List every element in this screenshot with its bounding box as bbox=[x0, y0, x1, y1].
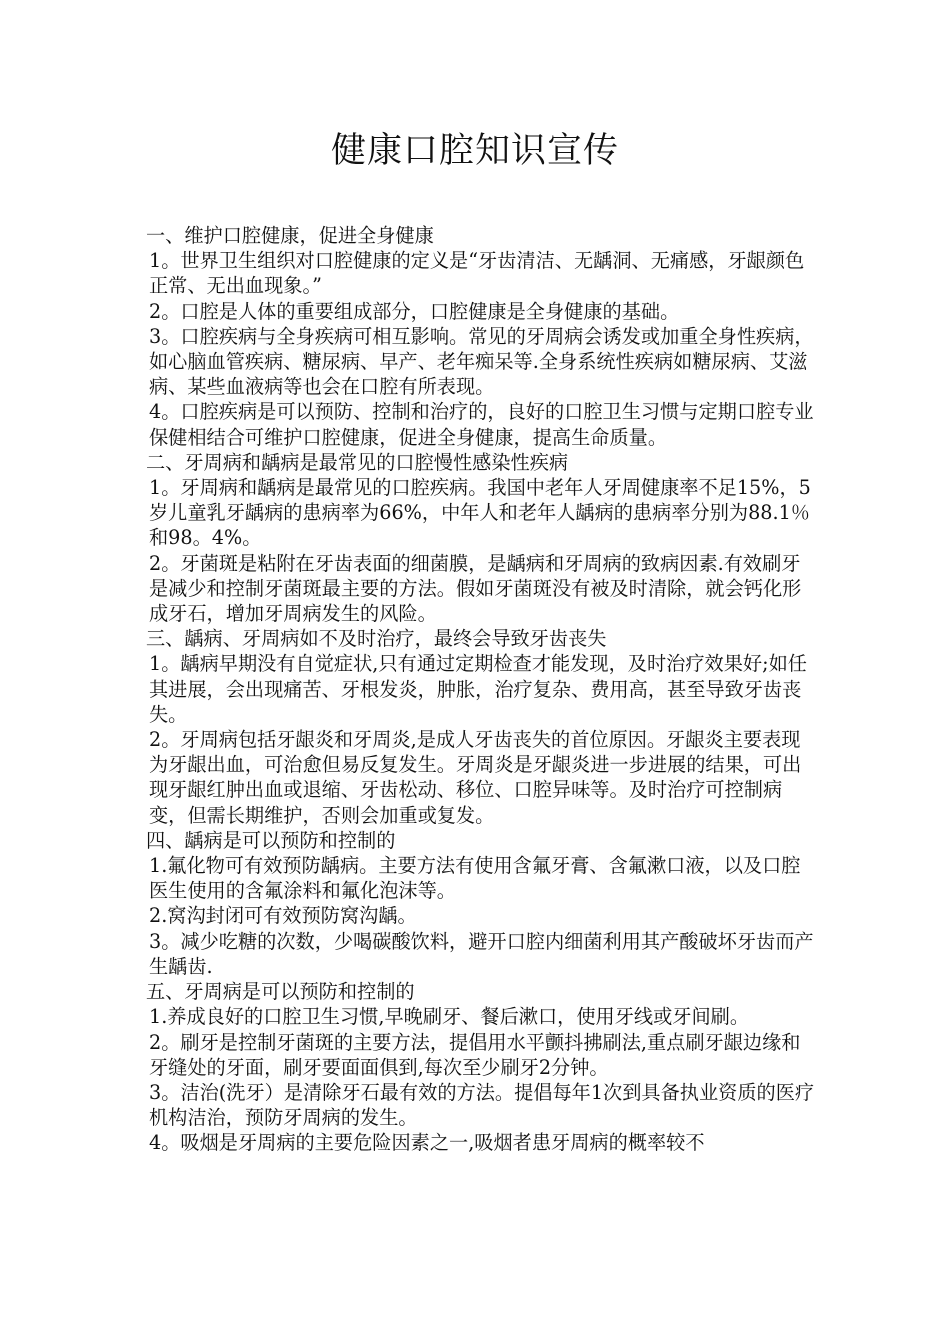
paragraph: 2。口腔是人体的重要组成部分，口腔健康是全身健康的基础。 bbox=[149, 299, 680, 323]
section-heading: 三、龋病、牙周病如不及时治疗，最终会导致牙齿丧失 bbox=[146, 627, 607, 651]
paragraph: 4。口腔疾病是可以预防、控制和治疗的，良好的口腔卫生习惯与定期口腔专业保健相结合可维护口腔健康，促进全身健康，提高生命质量。 bbox=[149, 400, 814, 449]
paragraph: 2。刷牙是控制牙菌斑的主要方法，提倡用水平颤抖拂刷法,重点刷牙龈边缘和牙缝处的牙面，刷牙要面面俱到,每次至少刷牙2分钟。 bbox=[149, 1030, 801, 1079]
paragraph: 1。世界卫生组织对口腔健康的定义是“牙齿清洁、无龋洞、无痛感，牙龈颜色正常、无出血现象。” bbox=[149, 249, 805, 298]
paragraph: 1。龋病早期没有自觉症状,只有通过定期检查才能发现，及时治疗效果好;如任其进展，会出现痛苦、牙根发炎，肿胀，治疗复杂、费用高，甚至导致牙齿丧失。 bbox=[149, 652, 807, 726]
section-heading: 一、维护口腔健康，促进全身健康 bbox=[146, 224, 434, 247]
paragraph: 3。洁治(洗牙）是清除牙石最有效的方法。提倡每年1次到具备执业资质的医疗机构洁治，预防牙周病的发生。 bbox=[149, 1080, 815, 1130]
paragraph: 2。牙菌斑是粘附在牙齿表面的细菌膜，是龋病和牙周病的致病因素.有效刷牙是减少和控制牙菌斑最主要的方法。假如牙菌斑没有被及时清除，就会钙化形成牙石，增加牙周病发生的风险。 bbox=[149, 551, 802, 626]
paragraph: 1。牙周病和龋病是最常见的口腔疾病。我国中老年人牙周健康率不足15%，5岁儿童乳牙龋病的患病率为66%，中年人和老年人龋病的患病率分别为88.1％和98。4%。 bbox=[149, 476, 811, 550]
section-heading: 五、牙周病是可以预防和控制的 bbox=[146, 980, 415, 1004]
section-heading: 二、牙周病和龋病是最常见的口腔慢性感染性疾病 bbox=[146, 450, 569, 474]
section-heading: 四、龋病是可以预防和控制的 bbox=[146, 828, 396, 852]
paragraph: 1.养成良好的口腔卫生习惯,早晚刷牙、餐后漱口，使用牙线或牙间刷。 bbox=[149, 1005, 750, 1029]
paragraph: 1.氟化物可有效预防龋病。主要方法有使用含氟牙膏、含氟漱口液，以及口腔医生使用的含氟涂料和氟化泡沫等。 bbox=[149, 854, 801, 903]
document-body bbox=[146, 223, 816, 1156]
page-title: 健康口腔知识宣传 bbox=[330, 131, 619, 171]
paragraph: 2.窝沟封闭可有效预防窝沟龋。 bbox=[149, 904, 417, 928]
paragraph: 3。口腔疾病与全身疾病可相互影响。常见的牙周病会诱发或加重全身性疾病，如心脑血管疾病、糖尿病、早产、老年痴呆等.全身系统性疾病如糖尿病、艾滋病、某些血液病等也会在口腔有所表现。 bbox=[149, 324, 814, 399]
paragraph: 4。吸烟是牙周病的主要危险因素之一,吸烟者患牙周病的概率较不 bbox=[149, 1131, 705, 1155]
paragraph: 3。减少吃糖的次数，少喝碳酸饮料，避开口腔内细菌利用其产酸破坏牙齿而产生龋齿. bbox=[149, 929, 814, 978]
paragraph: 2。牙周病包括牙龈炎和牙周炎,是成人牙齿丧失的首位原因。牙龈炎主要表现为牙龈出血，可治愈但易反复发生。牙周炎是牙龈炎进一步进展的结果，可出现牙龈红肿出血或退缩、牙齿松动、移位、口腔异味等。及时治疗可控制病变，但需长期维护，否则会加重或复发。 bbox=[149, 728, 802, 827]
